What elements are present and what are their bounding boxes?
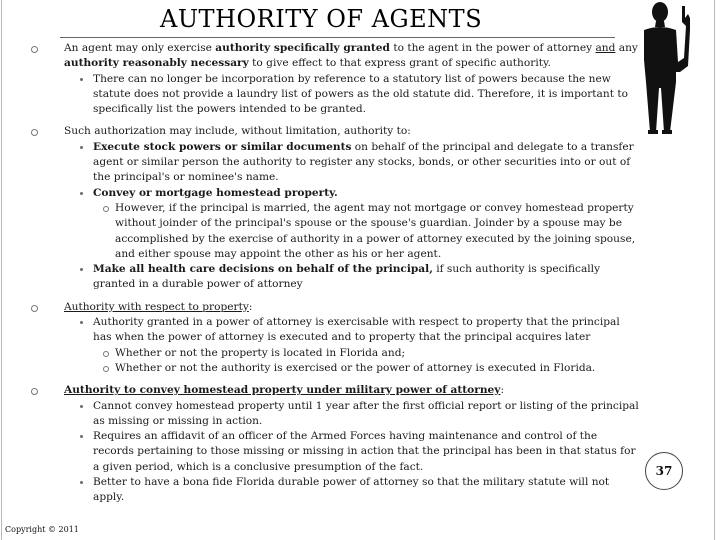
hollow-bullet-icon: [31, 305, 38, 312]
text-run: :: [500, 384, 505, 397]
text-run: :: [248, 300, 253, 313]
slide-title: AUTHORITY OF AGENTS: [160, 5, 483, 33]
bullet-text: However, if the principal is married, the agent may not mortgage or convey homestead property without joinder of the principal's spouse or the spouse's guardian. Joinder by a spouse may be accomplished by the exercise of authority in a power of attorney executed by the joining spouse, and either spouse may appoint the other as his or her agent.: [115, 201, 636, 260]
solid-bullet-icon: [80, 192, 83, 195]
bold-run: Make all health care decisions on behalf of the principal,: [93, 263, 433, 276]
page-number-badge: [645, 452, 683, 490]
hollow-bullet-icon: [31, 46, 38, 53]
bullet-text: Whether or not the property is located in Florida and;: [115, 346, 406, 359]
hollow-bullet-icon: [103, 206, 109, 212]
hollow-bullet-icon: [31, 129, 38, 136]
sub-bullet-affidavit: [0, 429, 640, 475]
solid-bullet-icon: [80, 268, 83, 271]
text-run: An agent may only exercise: [64, 42, 216, 54]
text-run: if such authority is specifically granted in a durable power of attorney: [93, 263, 601, 291]
bullet-authorization-list: [0, 124, 640, 139]
slide-content: [0, 38, 640, 506]
sub-sub-bullet-florida-location: [0, 346, 640, 361]
underlined-run: Authority with respect to property: [64, 300, 249, 313]
bullet-property: [0, 300, 640, 315]
page-number: 37: [655, 464, 673, 478]
bold-underlined-run: Authority to convey homestead property under military power of attorney: [64, 384, 501, 397]
bullet-text: Authority granted in a power of attorney is exercisable with respect to property that the principal has when the power of attorney is executed and to property that the principal acquires later: [93, 316, 620, 344]
bullet-military: [0, 383, 640, 398]
sub-bullet-one-year: [0, 399, 640, 430]
bullet-text: Cannot convey homestead property until 1 year after the first official report or listing of the principal as missing or missing in action.: [93, 399, 639, 427]
text-run: any: [615, 42, 638, 54]
right-border-line: [714, 0, 715, 540]
bullet-text: There can no longer be incorporation by reference to a statutory list of powers because the new statute does not provide a laundry list of powers as the old statute did. Therefore, it is important to specifically list the powers intended to be granted.: [93, 72, 628, 116]
bold-run: Convey or mortgage homestead property.: [93, 186, 338, 199]
sub-bullet-homestead: [0, 186, 640, 201]
bullet-text: Requires an affidavit of an officer of the Armed Forces having maintenance and control of the records pertaining to those missing or missing in action that the principal has been in that status for a given period, which is a conclusive presumption of the fact.: [93, 430, 636, 473]
bold-run: Execute stock powers or similar documents: [93, 140, 352, 153]
copyright-notice: Copyright © 2011: [5, 525, 79, 534]
bullet-authority-granted: [0, 41, 640, 72]
text-run: to give effect to that express grant of specific authority.: [248, 57, 551, 70]
bullet-text: Better to have a bona fide Florida durable power of attorney so that the military statute will not apply.: [93, 476, 610, 504]
hollow-bullet-icon: [103, 366, 109, 372]
bold-run: authority specifically granted: [215, 42, 390, 54]
sub-bullet-incorporation: [0, 72, 640, 118]
text-run: to the agent in the power of attorney: [389, 42, 596, 54]
hollow-bullet-icon: [103, 351, 109, 357]
hollow-bullet-icon: [31, 388, 38, 395]
sub-bullet-durable-poa: [0, 475, 640, 506]
solid-bullet-icon: [80, 321, 83, 324]
bullet-text: Whether or not the authority is exercised or the power of attorney is executed in Florida.: [115, 361, 596, 374]
sub-sub-bullet-joinder: [0, 201, 640, 262]
sub-bullet-stock-powers: [0, 140, 640, 186]
solid-bullet-icon: [80, 435, 83, 438]
solid-bullet-icon: [80, 405, 83, 408]
bullet-text: Such authorization may include, without limitation, authority to:: [64, 125, 411, 138]
text-run: on behalf of the principal and delegate to a transfer agent or similar person the authority to register any stocks, bonds, or other securities into or out of the principal's or nominee's name.: [93, 140, 634, 184]
sub-bullet-health-care: [0, 262, 640, 293]
solid-bullet-icon: [80, 78, 83, 81]
sub-sub-bullet-florida-executed: [0, 361, 640, 376]
solid-bullet-icon: [80, 481, 83, 484]
underlined-run: and: [595, 42, 616, 54]
solid-bullet-icon: [80, 146, 83, 149]
bold-run: authority reasonably necessary: [64, 57, 249, 70]
sub-bullet-property-scope: [0, 315, 640, 346]
